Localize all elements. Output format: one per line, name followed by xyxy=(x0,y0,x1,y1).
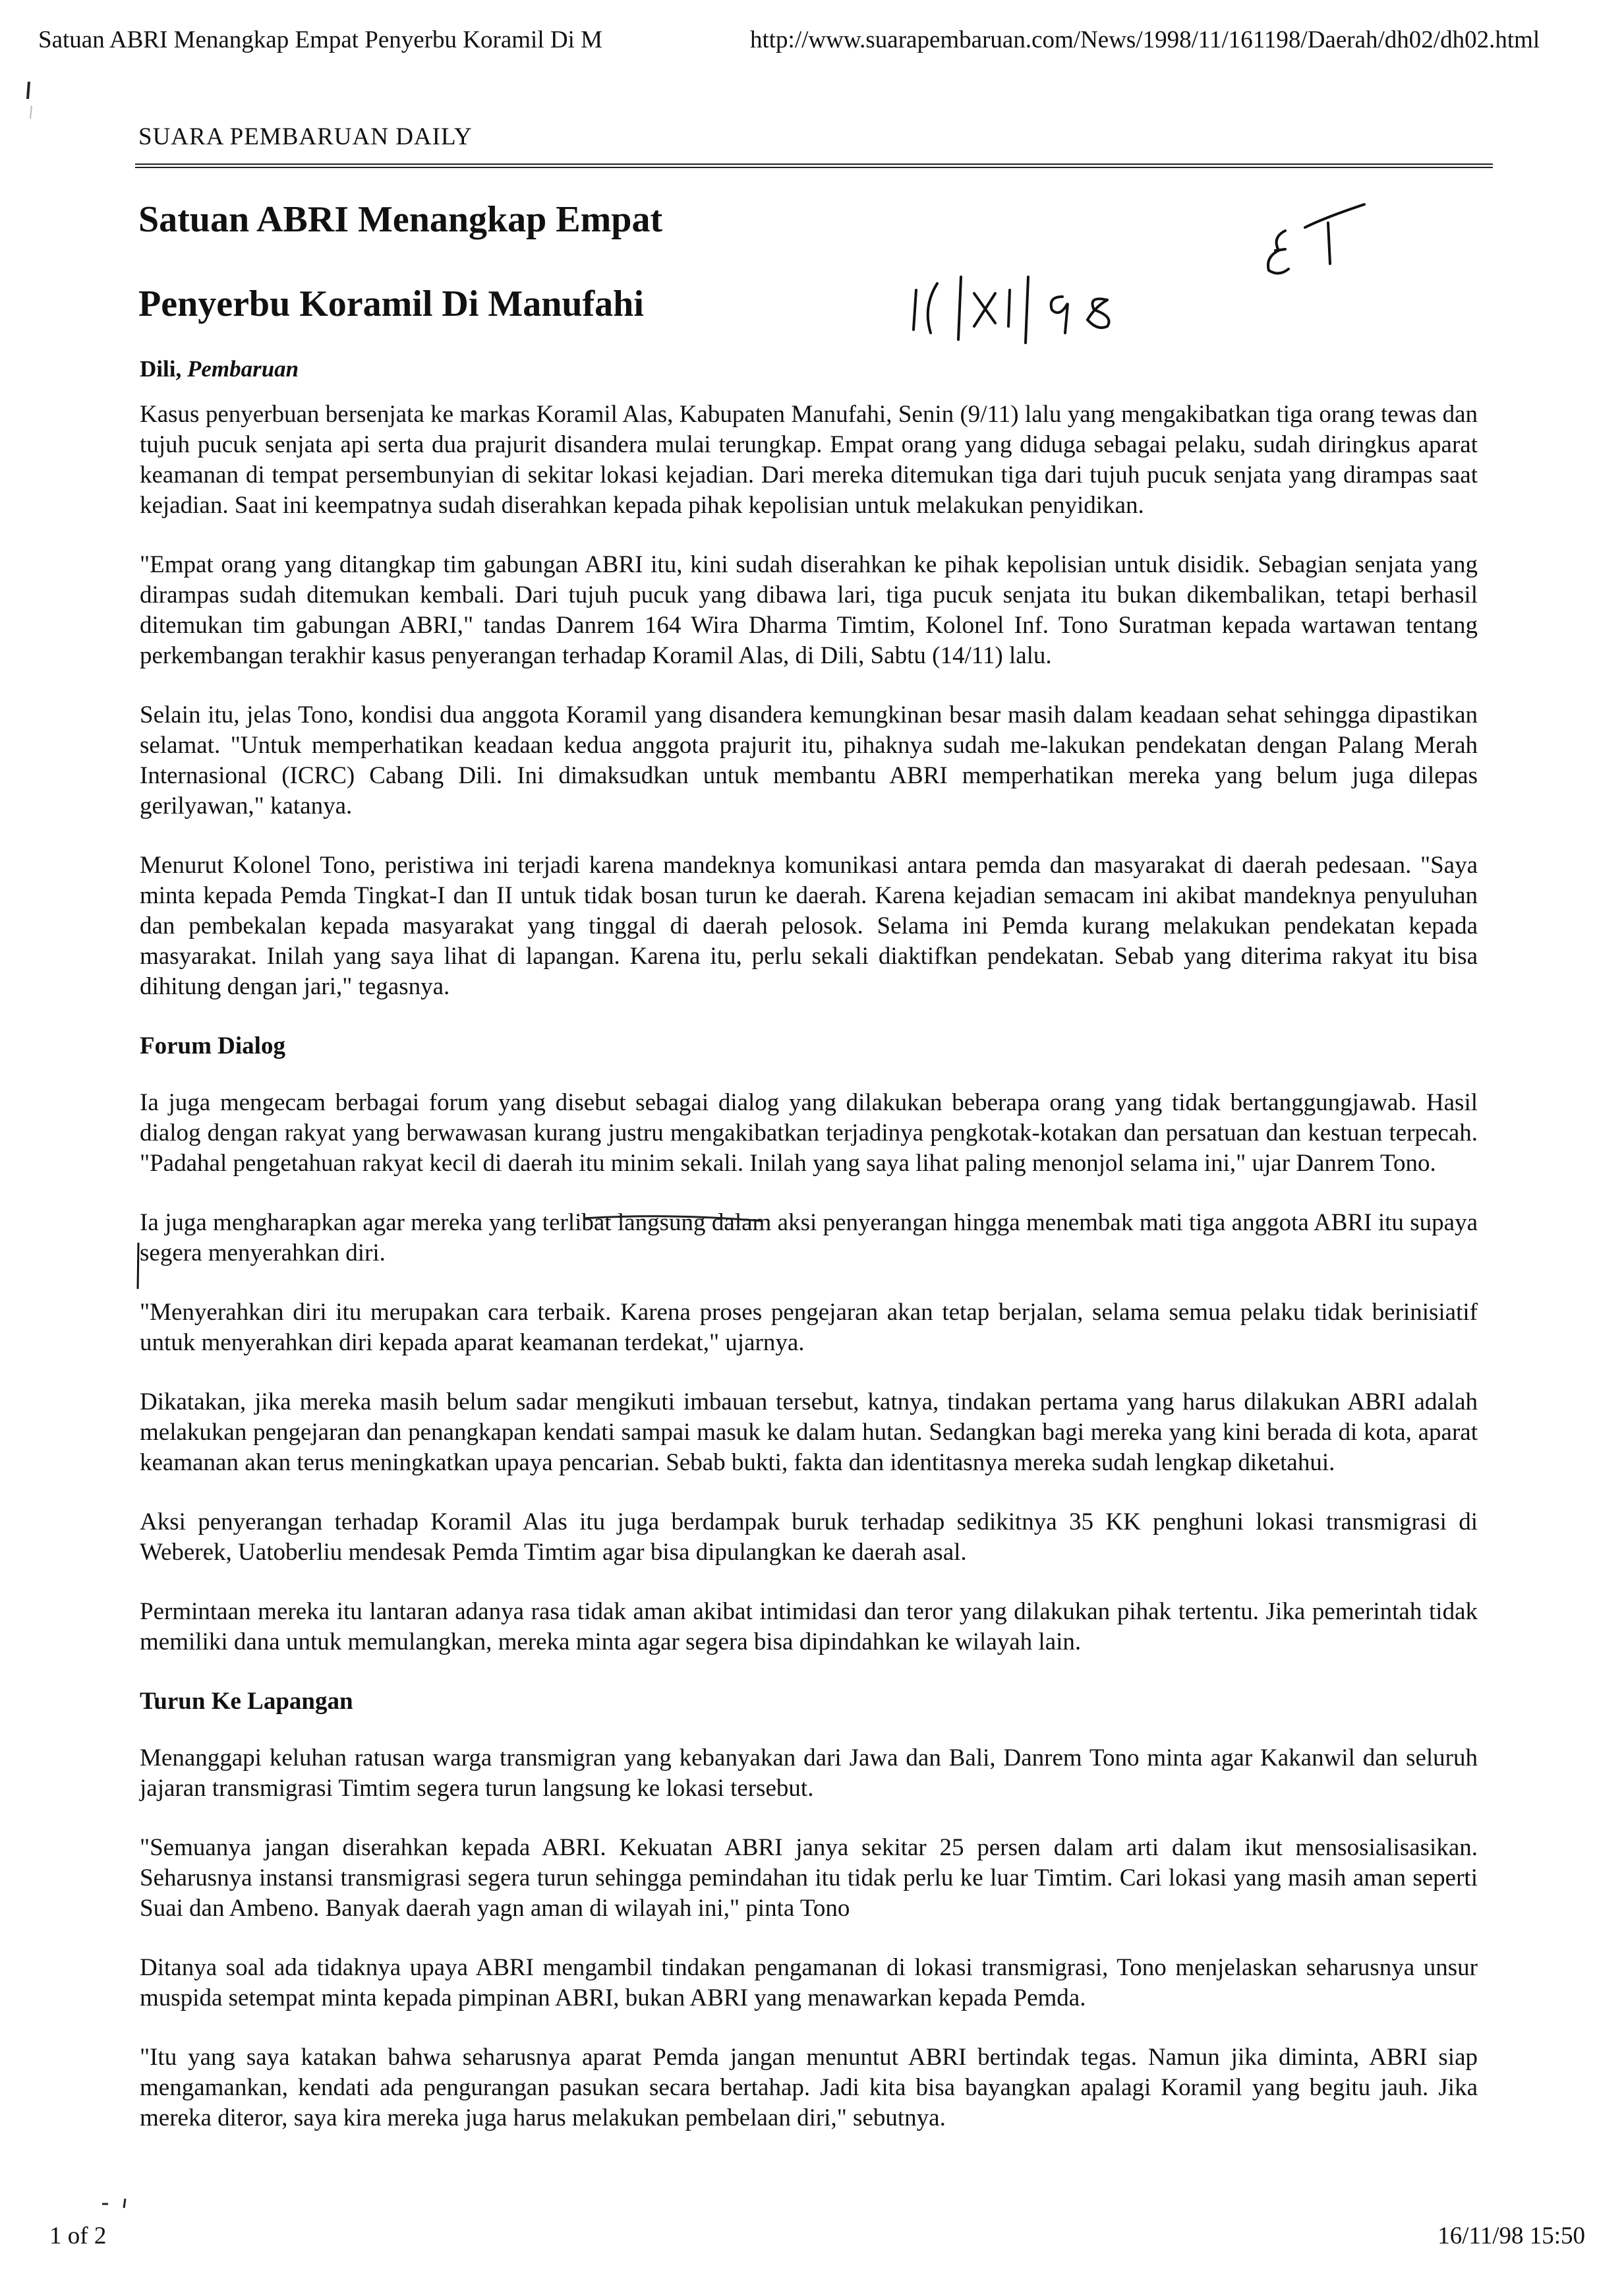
margin-pen-mark xyxy=(132,1239,145,1292)
page-url: http://www.suarapembaruan.com/News/1998/11/161198/Daerah/dh02/dh02.html xyxy=(750,26,1540,53)
paragraph: Ia juga mengharapkan agar mereka yang terlibat langsung dalam aksi penyerangan hingga menembak mati tiga anggota ABRI itu supaya segera menyerahkan diri. xyxy=(140,1209,1478,1266)
paragraph: Aksi penyerangan terhadap Koramil Alas itu juga berdampak buruk terhadap sedikitnya 35 KK penghuni lokasi transmigrasi di Weberek, Uatoberliu mendesak Pemda Timtim agar bisa dipulangkan ke daerah asal. xyxy=(140,1508,1478,1566)
paragraph: Dikatakan, jika mereka masih belum sadar mengikuti imbauan tersebut, katnya, tindakan pertama yang harus dilakukan ABRI adalah melakukan pengejaran dan penangkapan kendati sampai masuk ke dalam hutan. Sedangkan bagi mereka yang kini berada di kota, aparat keamanan akan terus meningkatkan upaya pencarian. Sebab bukti, fakta dan identitasnya mereka sudah lengkap diketahui. xyxy=(140,1388,1478,1476)
dateline-place: Dili, xyxy=(140,356,182,382)
section-heading: Forum Dialog xyxy=(140,1032,285,1059)
headline-line-1: Satuan ABRI Menangkap Empat xyxy=(138,199,663,240)
print-timestamp: 16/11/98 15:50 xyxy=(1437,2222,1585,2249)
paragraph: "Semuanya jangan diserahkan kepada ABRI. Kekuatan ABRI janya sekitar 25 persen dalam arti dalam ikut mensosialisasikan. Seharusnya instansi transmigrasi segera turun sehingga pemindahan itu tidak perlu ke luar Timtim. Cari lokasi yang masih aman seperti Suai dan Ambeno. Banyak daerah yagn aman di wilayah ini," pinta Tono xyxy=(140,1834,1478,1922)
dateline-source: Pembaruan xyxy=(187,356,299,382)
paragraph: "Itu yang saya katakan bahwa seharusnya aparat Pemda jangan menuntut ABRI bertindak tegas. Namun jika diminta, ABRI siap mengamankan, kendati ada pengurangan pasukan secara bertahap. Jadi kita bisa bayangkan apalagi Koramil yang begitu jauh. Jika mereka diteror, saya kira mereka juga harus melakukan pembelaan diri," sebutnya. xyxy=(140,2044,1478,2131)
dateline xyxy=(140,356,299,382)
section-heading: Turun Ke Lapangan xyxy=(140,1688,353,1715)
paragraph: Selain itu, jelas Tono, kondisi dua anggota Koramil yang disandera kemungkinan besar masih dalam keadaan sehat sehingga dipastikan selamat. "Untuk memperhatikan keadaan kedua anggota prajurit itu, pihaknya sudah me-lakukan pendekatan dengan Palang Merah Internasional (ICRC) Cabang Dili. Ini dimaksudkan untuk membantu ABRI memperhatikan mereka yang belum juga dilepas gerilyawan," katanya. xyxy=(140,701,1478,819)
article-body xyxy=(140,400,1478,2162)
publication-name: SUARA PEMBARUAN DAILY xyxy=(138,123,473,150)
page-title-print: Satuan ABRI Menangkap Empat Penyerbu Koramil Di M xyxy=(38,26,603,53)
page-number: 1 of 2 xyxy=(49,2222,107,2249)
scan-speck-mark xyxy=(20,79,40,125)
paragraph: Menanggapi keluhan ratusan warga transmigran yang kebanyakan dari Jawa dan Bali, Danrem Tono minta agar Kakanwil dan seluruh jajaran transmigrasi Timtim segera turun langsung ke lokasi tersebut. xyxy=(140,1744,1478,1802)
paragraph: Kasus penyerbuan bersenjata ke markas Koramil Alas, Kabupaten Manufahi, Senin (9/11) lalu yang mengakibatkan tiga orang tewas dan tujuh pucuk senjata api serta dua prajurit disandera mulai terungkap. Empat orang yang diduga sebagai pelaku, sudah diringkus aparat keamanan di tempat persembunyian di sekitar lokasi kejadian. Dari mereka ditemukan tiga dari tujuh pucuk senjata yang dirampas saat kejadian. Saat ini keempatnya sudah diserahkan kepada pihak kepolisian untuk melakukan penyidikan. xyxy=(140,401,1478,519)
paragraph: Permintaan mereka itu lantaran adanya rasa tidak aman akibat intimidasi dan teror yang dilakukan pihak tertentu. Jika pemerintah tidak memiliki dana untuk memulangkan, mereka minta agar segera bisa dipindahkan ke wilayah lain. xyxy=(140,1598,1478,1655)
underline-pen-mark xyxy=(580,1212,765,1225)
paragraph: Menurut Kolonel Tono, peristiwa ini terjadi karena mandeknya komunikasi antara pemda dan masyarakat di daerah pedesaan. "Saya minta kepada Pemda Tingkat-I dan II untuk tidak bosan turun ke daerah. Karena kejadian semacam ini akibat mandeknya penyuluhan dan pembekalan kepada masyarakat yang tinggal di daerah pelosok. Selama ini Pemda kurang melakukan pendekatan kepada masyarakat. Inilah yang saya lihat di lapangan. Karena itu, perlu sekali diaktifkan pendekatan. Sebab yang diterima rakyat itu bisa dihitung dengan jari," tegasnya. xyxy=(140,852,1478,1000)
header-rule xyxy=(135,164,1493,168)
handwritten-date xyxy=(914,277,1109,343)
paragraph: "Menyerahkan diri itu merupakan cara terbaik. Karena proses pengejaran akan tetap berjalan, selama semua pelaku tidak berinisiatif untuk menyerahkan diri kepada aparat keamanan terdekat," ujarnya. xyxy=(140,1299,1478,1356)
paragraph: Ditanya soal ada tidaknya upaya ABRI mengambil tindakan pengamanan di lokasi transmigrasi, Tono menjelaskan seharusnya unsur muspida setempat minta kepada pimpinan ABRI, bukan ABRI yang menawarkan kepada Pemda. xyxy=(140,1954,1478,2011)
handwritten-initials xyxy=(1268,204,1364,274)
handwritten-annotation xyxy=(890,191,1417,363)
paragraph: "Empat orang yang ditangkap tim gabungan ABRI itu, kini sudah diserahkan ke pihak kepolisian untuk disidik. Sebagian senjata yang dirampas sudah ditemukan kembali. Dari tujuh pucuk yang dibawa lari, tiga pucuk senjata itu bukan dikembalikan, tetapi berhasil ditemukan tim gabungan ABRI," tandas Danrem 164 Wira Dharma Timtim, Kolonel Inf. Tono Suratman kepada wartawan tentang perkembangan terakhir kasus penyerangan terhadap Koramil Alas, di Dili, Sabtu (14/11) lalu. xyxy=(140,551,1478,669)
headline-line-2: Penyerbu Koramil Di Manufahi xyxy=(138,283,644,324)
paragraph: Ia juga mengecam berbagai forum yang disebut sebagai dialog yang dilakukan beberapa orang yang tidak bertanggungjawab. Hasil dialog dengan rakyat yang berwawasan kurang justru mengakibatkan terjadinya pengkotak-kotakan dan persatuan dan kestuan terpecah. "Padahal pengetahuan rakyat kecil di daerah itu minim sekali. Inilah yang saya lihat paling menonjol selama ini," ujar Danrem Tono. xyxy=(140,1089,1478,1177)
footer-speck-mark xyxy=(99,2192,138,2212)
